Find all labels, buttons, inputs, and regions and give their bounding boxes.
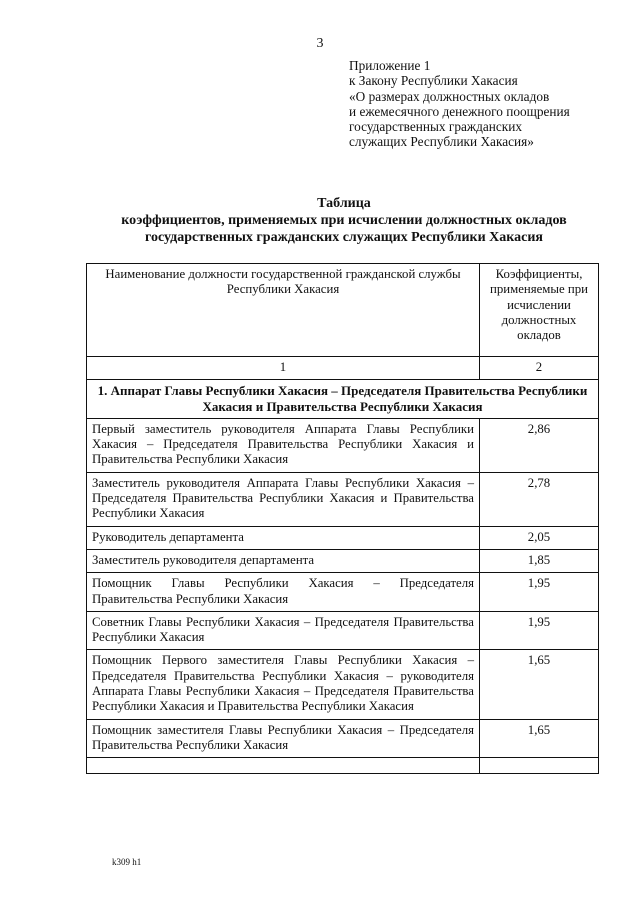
footer-code: k309 h1 — [112, 857, 142, 867]
position-cell: Первый заместитель руководителя Аппарата Главы Республики Хакасия – Председателя Правительства Республики Хакасия и Правительства Республики Хакасия — [87, 418, 480, 472]
coefficient-cell: 1,85 — [480, 549, 599, 572]
coefficient-cell: 1,65 — [480, 719, 599, 758]
header-row — [87, 264, 599, 357]
table-row — [87, 611, 599, 650]
table-title — [84, 195, 604, 246]
column-number-row — [87, 357, 599, 380]
appendix-line: Приложение 1 — [349, 58, 431, 73]
coefficient-cell: 2,78 — [480, 472, 599, 526]
section-title: 1. Аппарат Главы Республики Хакасия – Председателя Правительства Республики Хакасия и Правительства Республики Хакасия — [87, 380, 599, 419]
position-cell: Помощник Главы Республики Хакасия – Председателя Правительства Республики Хакасия — [87, 573, 480, 612]
coefficient-cell: 2,05 — [480, 526, 599, 549]
header-coefficient: Коэффициенты, применяемые при исчислении должностных окладов — [480, 264, 599, 357]
appendix-line: государственных гражданских — [349, 119, 523, 135]
position-cell: Руководитель департамента — [87, 526, 480, 549]
position-cell: Заместитель руководителя Аппарата Главы Республики Хакасия – Председателя Правительства Республики Хакасия и Правительства Республики Хакасия — [87, 472, 480, 526]
title-line: коэффициентов, применяемых при исчислении должностных окладов — [121, 213, 567, 228]
coefficient-cell: 1,95 — [480, 573, 599, 612]
table-row — [87, 418, 599, 472]
position-cell: Заместитель руководителя департамента — [87, 549, 480, 572]
position-cell: Помощник заместителя Главы Республики Хакасия – Председателя Правительства Республики Хакасия — [87, 719, 480, 758]
column-number: 2 — [480, 357, 599, 380]
table-row — [87, 573, 599, 612]
appendix-note — [349, 58, 634, 150]
section-row — [87, 380, 599, 419]
appendix-line: к Закону Республики Хакасия — [349, 73, 518, 89]
page-number: 3 — [316, 36, 324, 51]
coefficients-table — [86, 263, 599, 774]
position-cell: Советник Главы Республики Хакасия – Председателя Правительства Республики Хакасия — [87, 611, 480, 650]
title-line: государственных гражданских служащих Республики Хакасия — [144, 230, 544, 245]
table-row — [87, 719, 599, 758]
appendix-line: служащих Республики Хакасия» — [349, 134, 534, 150]
coefficient-cell: 1,95 — [480, 611, 599, 650]
table-row — [87, 472, 599, 526]
coefficient-cell: 2,86 — [480, 418, 599, 472]
appendix-line: «О размерах должностных окладов — [349, 88, 550, 104]
column-number: 1 — [87, 357, 480, 380]
table-continuation — [87, 758, 599, 774]
table-row — [87, 526, 599, 549]
table-row — [87, 650, 599, 719]
coefficient-cell: 1,65 — [480, 650, 599, 719]
header-position: Наименование должности государственной гражданской службы Республики Хакасия — [87, 264, 480, 357]
title-line: Таблица — [317, 196, 371, 211]
position-cell: Помощник Первого заместителя Главы Республики Хакасия – Председателя Правительства Республики Хакасия – руководителя Аппарата Главы Республики Хакасия – Председателя Правительства Республики Хакасия и Правительства Республики Хакасия — [87, 650, 480, 719]
appendix-line: и ежемесячного денежного поощрения — [349, 103, 570, 119]
table-row — [87, 549, 599, 572]
